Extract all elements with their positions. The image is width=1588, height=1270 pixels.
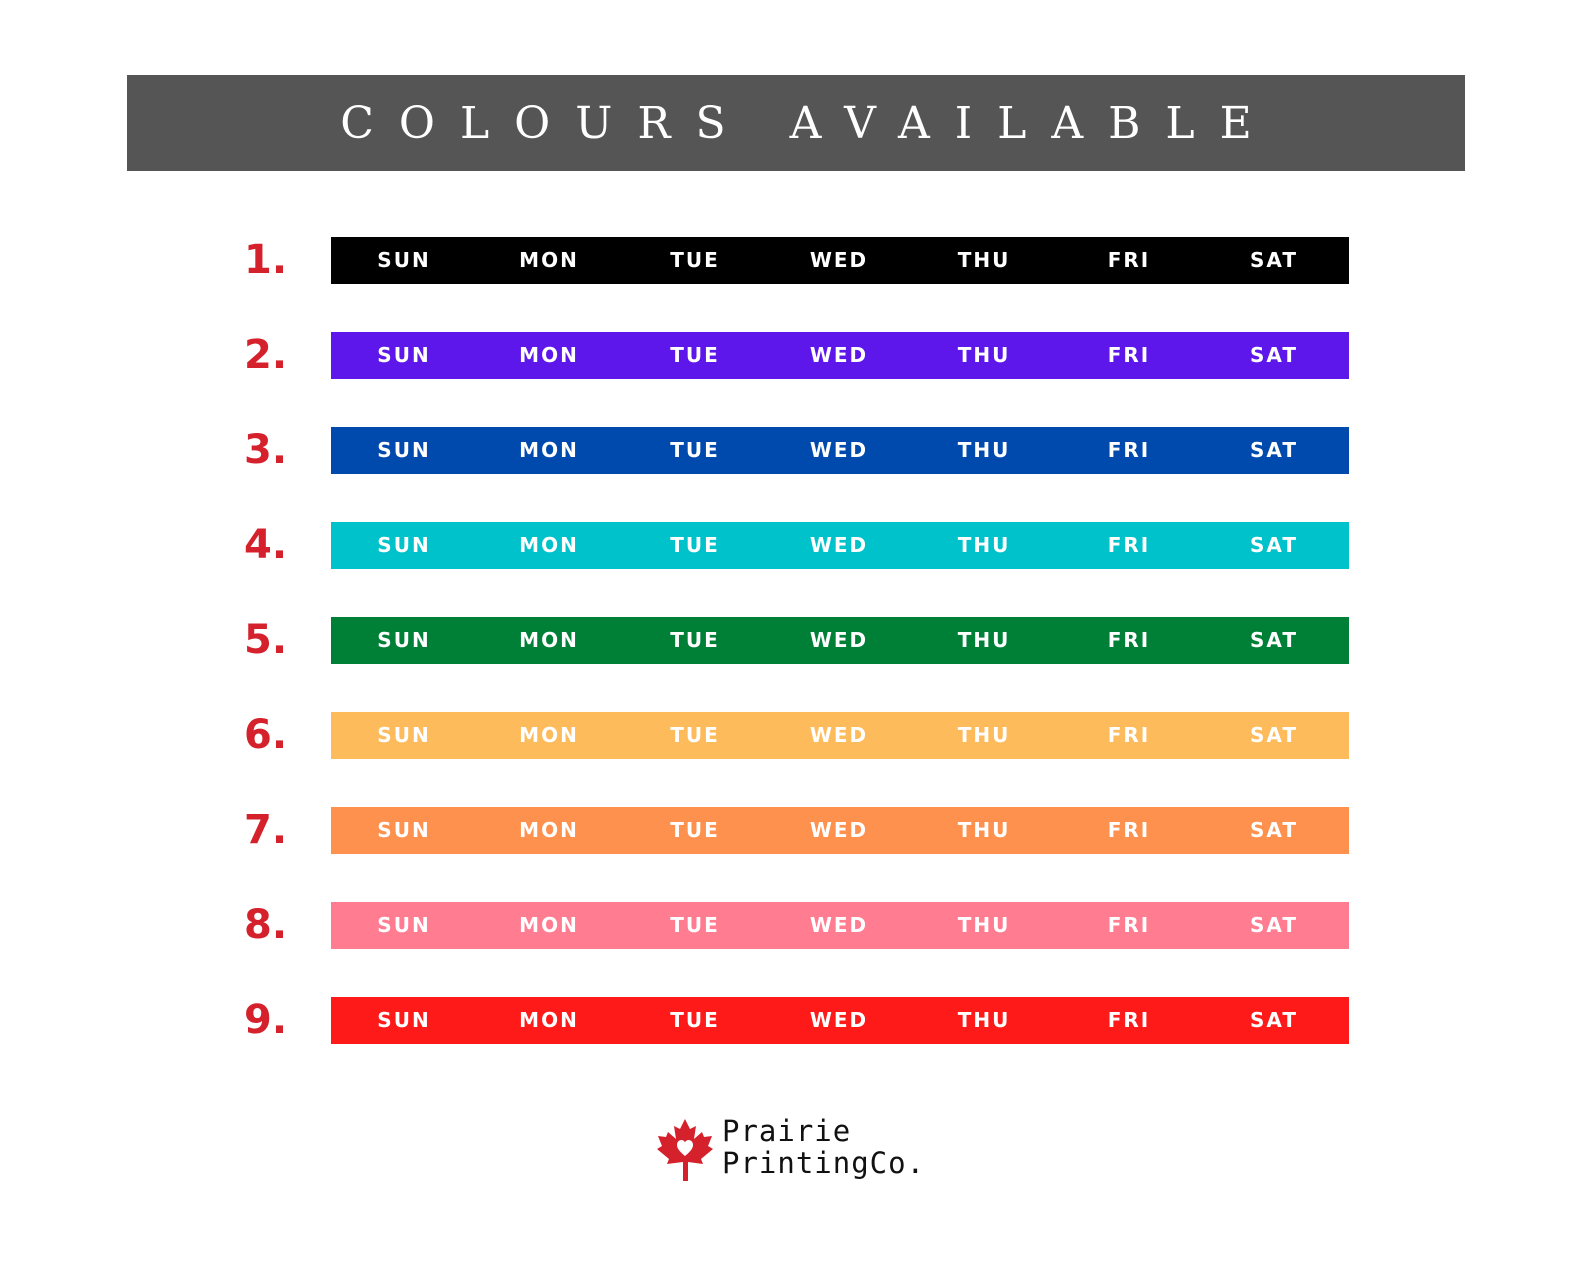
- colour-strip: [331, 522, 1349, 569]
- day-label-sun: SUN: [377, 723, 431, 747]
- day-label-sun: SUN: [377, 818, 431, 842]
- colour-row: [0, 997, 1588, 1044]
- day-label-tue: TUE: [670, 1008, 720, 1032]
- maple-leaf-heart-icon: [657, 1119, 713, 1181]
- day-label-fri: FRI: [1107, 723, 1151, 747]
- day-label-tue: TUE: [670, 438, 720, 462]
- day-label-mon: MON: [519, 248, 579, 272]
- colour-strip: [331, 427, 1349, 474]
- row-number: 8.: [244, 902, 288, 948]
- row-number: 3.: [244, 427, 288, 473]
- day-label-mon: MON: [519, 533, 579, 557]
- day-label-sun: SUN: [377, 343, 431, 367]
- day-label-fri: FRI: [1107, 248, 1151, 272]
- day-label-thu: THU: [957, 818, 1011, 842]
- day-label-sun: SUN: [377, 628, 431, 652]
- day-label-wed: WED: [809, 438, 869, 462]
- brand-name-line1: Prairie: [722, 1114, 852, 1148]
- day-label-fri: FRI: [1107, 818, 1151, 842]
- day-label-tue: TUE: [670, 343, 720, 367]
- day-label-fri: FRI: [1107, 343, 1151, 367]
- day-label-thu: THU: [957, 343, 1011, 367]
- day-label-mon: MON: [519, 723, 579, 747]
- row-number: 9.: [244, 997, 288, 1043]
- day-label-sun: SUN: [377, 533, 431, 557]
- day-label-sat: SAT: [1250, 913, 1298, 937]
- day-label-sat: SAT: [1250, 818, 1298, 842]
- colour-row: [0, 902, 1588, 949]
- day-label-wed: WED: [809, 533, 869, 557]
- day-label-sat: SAT: [1250, 723, 1298, 747]
- day-label-wed: WED: [809, 1008, 869, 1032]
- brand-name-line2: PrintingCo.: [722, 1146, 926, 1180]
- day-label-thu: THU: [957, 723, 1011, 747]
- day-label-wed: WED: [809, 818, 869, 842]
- row-number: 5.: [244, 617, 288, 663]
- day-label-fri: FRI: [1107, 628, 1151, 652]
- colour-row: [0, 522, 1588, 569]
- colour-strip: [331, 712, 1349, 759]
- day-label-wed: WED: [809, 723, 869, 747]
- day-label-sat: SAT: [1250, 533, 1298, 557]
- day-label-sun: SUN: [377, 438, 431, 462]
- row-number: 4.: [244, 522, 288, 568]
- day-label-tue: TUE: [670, 723, 720, 747]
- day-label-tue: TUE: [670, 818, 720, 842]
- day-label-thu: THU: [957, 438, 1011, 462]
- row-number: 6.: [244, 712, 288, 758]
- day-label-fri: FRI: [1107, 1008, 1151, 1032]
- day-label-wed: WED: [809, 913, 869, 937]
- colour-row: [0, 332, 1588, 379]
- brand-logo: [657, 1115, 947, 1187]
- day-label-mon: MON: [519, 628, 579, 652]
- colour-row: [0, 427, 1588, 474]
- day-label-sat: SAT: [1250, 248, 1298, 272]
- colour-row: [0, 237, 1588, 284]
- day-label-wed: WED: [809, 628, 869, 652]
- day-label-tue: TUE: [670, 913, 720, 937]
- colour-strip: [331, 617, 1349, 664]
- day-label-thu: THU: [957, 913, 1011, 937]
- day-label-wed: WED: [809, 248, 869, 272]
- day-label-wed: WED: [809, 343, 869, 367]
- row-number: 2.: [244, 332, 288, 378]
- day-label-mon: MON: [519, 818, 579, 842]
- day-label-thu: THU: [957, 533, 1011, 557]
- day-label-tue: TUE: [670, 533, 720, 557]
- day-label-sun: SUN: [377, 248, 431, 272]
- day-label-mon: MON: [519, 343, 579, 367]
- colour-row: [0, 617, 1588, 664]
- colour-row: [0, 807, 1588, 854]
- day-label-tue: TUE: [670, 628, 720, 652]
- colour-strip: [331, 332, 1349, 379]
- row-number: 7.: [244, 807, 288, 853]
- row-number: 1.: [244, 237, 288, 283]
- day-label-thu: THU: [957, 248, 1011, 272]
- colour-strip: [331, 237, 1349, 284]
- day-label-fri: FRI: [1107, 438, 1151, 462]
- colour-row: [0, 712, 1588, 759]
- day-label-sat: SAT: [1250, 1008, 1298, 1032]
- day-label-sat: SAT: [1250, 628, 1298, 652]
- day-label-sun: SUN: [377, 913, 431, 937]
- day-label-thu: THU: [957, 1008, 1011, 1032]
- day-label-mon: MON: [519, 438, 579, 462]
- day-label-tue: TUE: [670, 248, 720, 272]
- day-label-sun: SUN: [377, 1008, 431, 1032]
- colour-strip: [331, 902, 1349, 949]
- brand-name: [722, 1115, 925, 1179]
- day-label-sat: SAT: [1250, 343, 1298, 367]
- day-label-fri: FRI: [1107, 913, 1151, 937]
- colour-strip: [331, 997, 1349, 1044]
- day-label-sat: SAT: [1250, 438, 1298, 462]
- colour-strip: [331, 807, 1349, 854]
- day-label-fri: FRI: [1107, 533, 1151, 557]
- day-label-mon: MON: [519, 913, 579, 937]
- day-label-mon: MON: [519, 1008, 579, 1032]
- page-title: COLOURS AVAILABLE: [340, 97, 1277, 149]
- day-label-thu: THU: [957, 628, 1011, 652]
